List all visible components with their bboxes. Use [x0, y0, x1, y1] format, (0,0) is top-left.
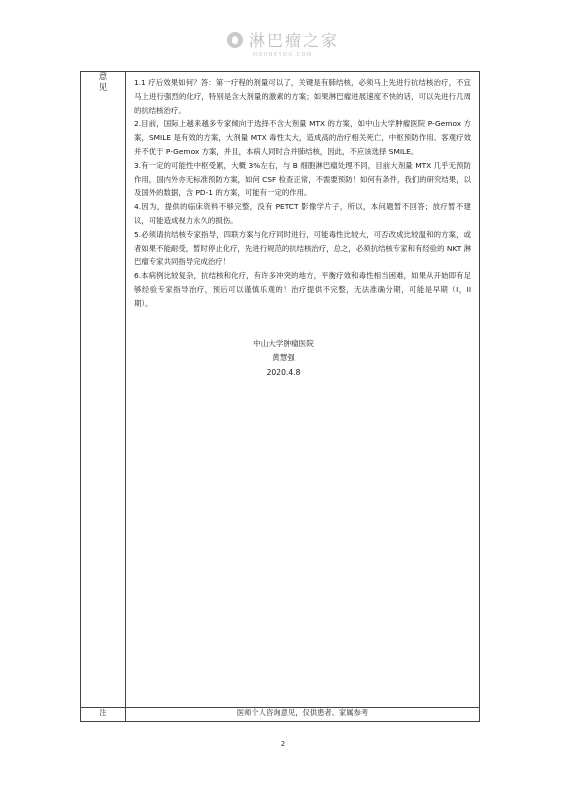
opinion-label-char-1: 意 [98, 72, 108, 82]
opinion-paragraph-1: 1.1 疗后效果如何？答：第一疗程的剂量可以了，关键是有肺结核，必须马上先进行抗结核治疗，不宜马上进行强烈的化疗，特别是含大剂量的激素的方案；如果淋巴瘤进展速度不快的话，可以先进行几周的抗结核治疗。 [134, 78, 471, 115]
signature-institution: 中山大学肿瘤医院 [253, 338, 314, 348]
opinion-content-cell [126, 72, 480, 708]
opinion-paragraph-6: 6.本病例比较复杂，抗结核和化疗，有许多冲突的地方，平衡疗效和毒性相当困难，如果从开始即有足够经验专家指导治疗，预后可以谨慎乐观的！治疗提供不完整，无法准确分期，可能是早期（I，II 期）。 [134, 271, 471, 308]
opinion-paragraph-3: 3.有一定的可能性中枢受累，大概 3%左右，与 B 细胞淋巴瘤处理不同，目前大剂量 MTX 几乎无预防作用，国内外亦无标准预防方案，如何 CSF 检查正常，不需要预防！如何有条件，我们的研究结果，以及国外的数据，含 PD-1 的方案，可能有一定的作用。 [134, 160, 471, 198]
signature-block [134, 337, 471, 381]
signature-date: 2020.4.8 [266, 367, 301, 377]
opinion-row [81, 72, 480, 708]
opinion-content [126, 72, 479, 380]
page-number: 2 [280, 740, 286, 748]
opinion-paragraph-2: 2.目前，国际上越来越多专家倾向于选择不含大剂量 MTX 的方案，如中山大学肿瘤医院 P-Gemox 方案，SMILE 是有效的方案，大剂量 MTX 毒性太大，造成高的治疗相关死亡，中枢预防作用、客观疗效并不优于 P-Gemox 方案，并且，本病人同时合并肺结核，因此，不应该选择 SMILE。 [134, 119, 471, 156]
watermark [0, 28, 566, 58]
watermark-title: 淋巴瘤之家 [248, 31, 339, 50]
opinion-label-char-2: 见 [98, 83, 108, 93]
opinion-form-table [80, 71, 480, 722]
watermark-subtitle: HOUBEYOU.COM [253, 52, 313, 58]
opinion-paragraph-4: 4.因为，提供的临床资料不够完整，没有 PETCT 影像学片子，所以，本问题暂不回答；放疗暂不建议，可能造成视力永久的损伤。 [134, 202, 471, 225]
watermark-logo-icon [227, 32, 243, 48]
note-label: 注 [81, 708, 126, 722]
note-text: 医师个人咨询意见，仅供患者、家属参考 [126, 708, 480, 722]
opinion-label-cell [81, 72, 126, 708]
note-row [81, 708, 480, 722]
opinion-paragraph-5: 5.必须请抗结核专家指导，四联方案与化疗同时进行，可能毒性比较大，可否改成比较温和的方案，或者如果不能耐受，暂时停止化疗，先进行规范的抗结核治疗，总之，必须抗结核专家和有经验的 NKT 淋巴瘤专家共同指导完成治疗！ [134, 229, 471, 267]
opinion-label [81, 72, 125, 94]
signature-name: 黄慧强 [272, 353, 295, 363]
